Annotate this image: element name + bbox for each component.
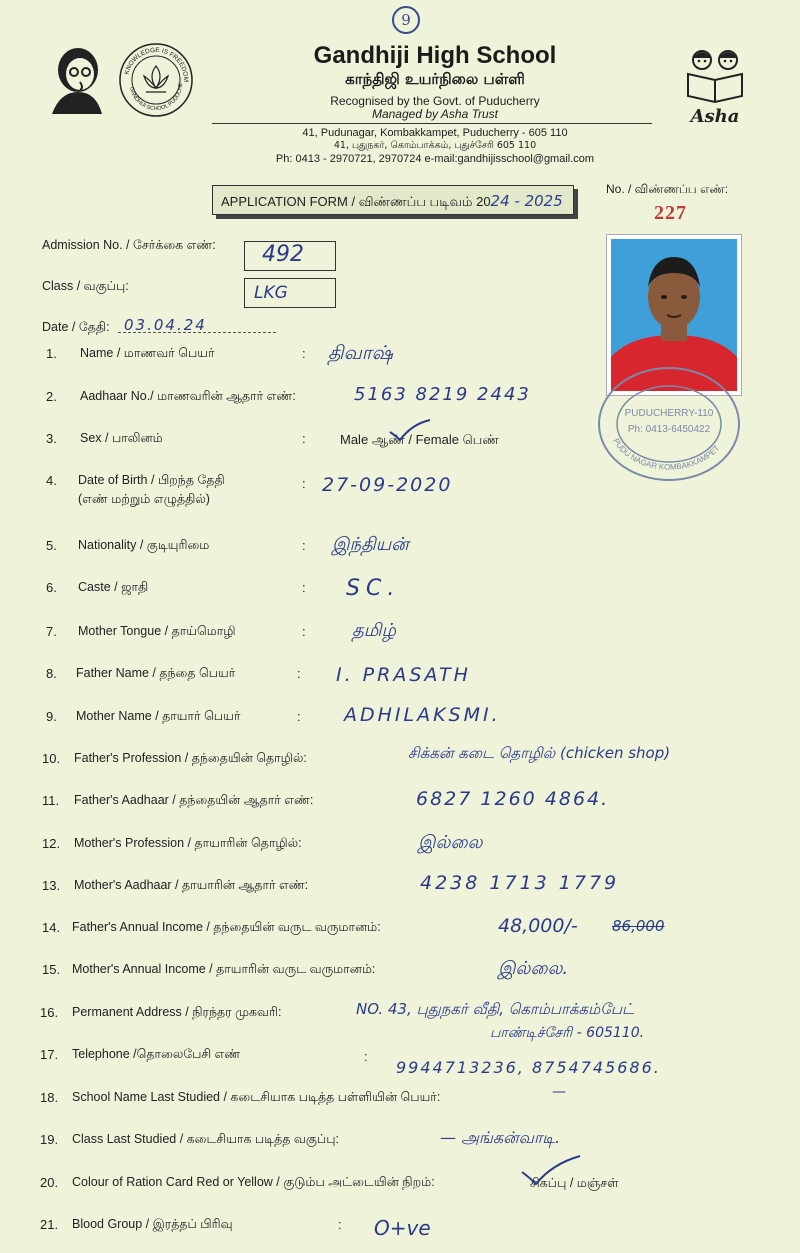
field-9-value: ADHILAKSMI. xyxy=(344,704,501,726)
field-8-colon: : xyxy=(297,666,301,681)
field-15-value: இல்லை. xyxy=(498,958,569,979)
school-address-english: 41, Pudunagar, Kombakkampet, Puducherry - 605 110 xyxy=(302,127,568,139)
recognition-text: Recognised by the Govt. of Puducherry xyxy=(330,94,540,108)
field-4-colon: : xyxy=(302,476,306,491)
field-19-number: 19. xyxy=(40,1132,59,1147)
field-15-label: Mother's Annual Income / தாயாரின் வருட வருமானம்: xyxy=(72,962,376,976)
field-4-label-sub: (எண் மற்றும் எழுத்தில்) xyxy=(78,492,210,506)
stamp-ring-text: PUDU NAGAR KOMBAKKAMPET xyxy=(611,436,722,472)
field-20-value: சிகப்பு / மஞ்சள் xyxy=(530,1176,619,1190)
field-3-label: Sex / பாலினம் xyxy=(80,431,163,445)
field-16-label: Permanent Address / நிரந்தர முகவரி: xyxy=(72,1005,282,1019)
field-21-label: Blood Group / இரத்தப் பிரிவு xyxy=(72,1217,233,1231)
header-divider xyxy=(212,123,652,124)
school-name: Gandhiji High School xyxy=(313,42,557,69)
field-9-label: Mother Name / தாயார் பெயர் xyxy=(76,709,241,723)
red-card-tick-mark xyxy=(520,1154,584,1186)
field-15-number: 15. xyxy=(42,962,61,977)
field-8-value: I. PRASATH xyxy=(336,664,471,686)
emblem-text-bottom: GANDHIJI SCHOOL PUDUCHE xyxy=(128,82,185,113)
date-label: Date / தேதி: xyxy=(42,320,110,334)
field-20-number: 20. xyxy=(40,1175,59,1190)
emblem-text-top: KNOWLEDGE IS FREEDOM xyxy=(123,46,190,83)
school-contact: Ph: 0413 - 2970721, 2970724 e-mail:gandhijisschool@gmail.com xyxy=(275,153,595,165)
field-1-value: திவாஷ் xyxy=(328,342,393,364)
date-value: 03.04.24 xyxy=(124,316,207,334)
field-5-number: 5. xyxy=(46,538,57,553)
form-title-box xyxy=(212,185,574,215)
asha-logo-text: Asha xyxy=(690,106,740,126)
field-18-number: 18. xyxy=(40,1090,59,1105)
field-18-label: School Name Last Studied / கடைசியாக படித்த பள்ளியின் பெயர்: xyxy=(72,1090,441,1104)
admission-number-label: Admission No. / சேர்க்கை எண்: xyxy=(42,238,216,252)
field-11-label: Father's Aadhaar / தந்தையின் ஆதார் எண்: xyxy=(74,793,314,807)
stamp-line-1: PUDUCHERRY-110 xyxy=(624,408,714,419)
field-14-number: 14. xyxy=(42,920,61,935)
field-14-label: Father's Annual Income / தந்தையின் வருட வருமானம்: xyxy=(72,920,381,934)
application-number-value: 227 xyxy=(654,202,687,224)
managed-by-text: Managed by Asha Trust xyxy=(371,107,499,121)
field-20-label: Colour of Ration Card Red or Yellow / குடும்ப அட்டையின் நிறம்: xyxy=(72,1175,435,1189)
field-21-number: 21. xyxy=(40,1217,59,1232)
date-underline xyxy=(118,332,276,333)
field-11-value: 6827 1260 4864. xyxy=(416,788,610,810)
class-value: LKG xyxy=(254,283,288,303)
field-18-value: — xyxy=(552,1084,566,1100)
stamp-line-2: Ph: 0413-6450422 xyxy=(627,424,711,435)
field-21-value: O+ve xyxy=(374,1216,431,1240)
field-6-number: 6. xyxy=(46,580,57,595)
admission-number-value: 492 xyxy=(262,242,304,267)
svg-text:PUDU NAGAR KOMBAKKAMPET xyxy=(611,437,721,472)
field-5-label: Nationality / குடியுரிமை xyxy=(78,538,210,552)
field-16-number: 16. xyxy=(40,1005,59,1020)
school-address-tamil: 41, புதுநகர், கொம்பாக்கம், புதுச்சேரி 605 110 xyxy=(333,140,537,151)
field-17-colon: : xyxy=(364,1049,368,1064)
field-9-colon: : xyxy=(297,709,301,724)
field-5-value: இந்தியன் xyxy=(332,534,409,555)
field-17-value: 9944713236, 8754745686. xyxy=(396,1058,661,1077)
field-7-value: தமிழ் xyxy=(352,620,396,641)
field-1-number: 1. xyxy=(46,346,57,361)
field-17-label: Telephone /தொலைபேசி எண் xyxy=(72,1047,241,1061)
field-1-colon: : xyxy=(302,346,306,361)
field-4-number: 4. xyxy=(46,473,57,488)
field-4-label: Date of Birth / பிறந்த தேதி xyxy=(78,473,225,487)
field-7-colon: : xyxy=(302,624,306,639)
field-3-value: Male ஆண் / Female பெண் xyxy=(340,432,499,447)
form-title-text: APPLICATION FORM / விண்ணப்ப படிவம் 20 xyxy=(221,194,491,209)
field-11-number: 11. xyxy=(42,793,60,808)
field-7-number: 7. xyxy=(46,624,57,639)
field-8-label: Father Name / தந்தை பெயர் xyxy=(76,666,236,680)
field-6-label: Caste / ஜாதி xyxy=(78,580,149,594)
school-stamp xyxy=(596,366,742,486)
page-number: 9 xyxy=(392,6,420,34)
field-13-number: 13. xyxy=(42,878,61,893)
field-13-value: 4238 1713 1779 xyxy=(420,872,620,894)
field-10-label: Father's Profession / தந்தையின் தொழில்: xyxy=(74,751,307,765)
field-19-label: Class Last Studied / கடைசியாக படித்த வகுப்பு: xyxy=(72,1132,340,1146)
field-2-value: 5163 8219 2443 xyxy=(354,384,531,405)
field-8-number: 8. xyxy=(46,666,57,681)
field-10-value: சிக்கன் கடை தொழில் (chicken shop) xyxy=(408,744,671,762)
field-16-value: NO. 43, புதுநகர் வீதி, கொம்பாக்கம்பேட் xyxy=(356,1000,634,1018)
field-10-number: 10. xyxy=(42,751,61,766)
field-16-value-line-2: பாண்டிச்சேரி - 605110. xyxy=(490,1025,645,1041)
asha-trust-logo xyxy=(682,44,748,126)
field-14-value-struck: 86,000 xyxy=(612,917,665,935)
school-name-tamil: காந்திஜி உயர்நிலை பள்ளி xyxy=(345,70,525,88)
school-emblem-logo xyxy=(118,42,194,118)
gandhi-portrait-logo xyxy=(46,42,108,114)
field-5-colon: : xyxy=(302,538,306,553)
field-17-number: 17. xyxy=(40,1047,59,1062)
field-12-label: Mother's Profession / தாயாரின் தொழில்: xyxy=(74,836,302,850)
form-year: 24 - 2025 xyxy=(490,192,563,210)
field-9-number: 9. xyxy=(46,709,57,724)
field-21-colon: : xyxy=(338,1217,342,1232)
field-12-number: 12. xyxy=(42,836,61,851)
male-tick-mark xyxy=(388,418,432,442)
field-1-label: Name / மாணவர் பெயர் xyxy=(80,346,215,360)
field-3-number: 3. xyxy=(46,431,57,446)
field-2-label: Aadhaar No./ மாணவரின் ஆதார் எண்: xyxy=(80,389,296,403)
field-6-value: SC. xyxy=(346,576,401,601)
field-13-label: Mother's Aadhaar / தாயாரின் ஆதார் எண்: xyxy=(74,878,309,892)
field-14-value: 48,000/- xyxy=(498,915,578,937)
application-number-label: No. / விண்ணப்ப எண்: xyxy=(606,182,729,196)
field-6-colon: : xyxy=(302,580,306,595)
field-2-number: 2. xyxy=(46,389,57,404)
field-4-value: 27-09-2020 xyxy=(322,474,453,496)
field-19-value: — அங்கன்வாடி. xyxy=(440,1128,561,1147)
class-label: Class / வகுப்பு: xyxy=(42,279,129,293)
field-12-value: இல்லை xyxy=(418,832,483,853)
field-3-colon: : xyxy=(302,431,306,446)
field-7-label: Mother Tongue / தாய்மொழி xyxy=(78,624,236,638)
